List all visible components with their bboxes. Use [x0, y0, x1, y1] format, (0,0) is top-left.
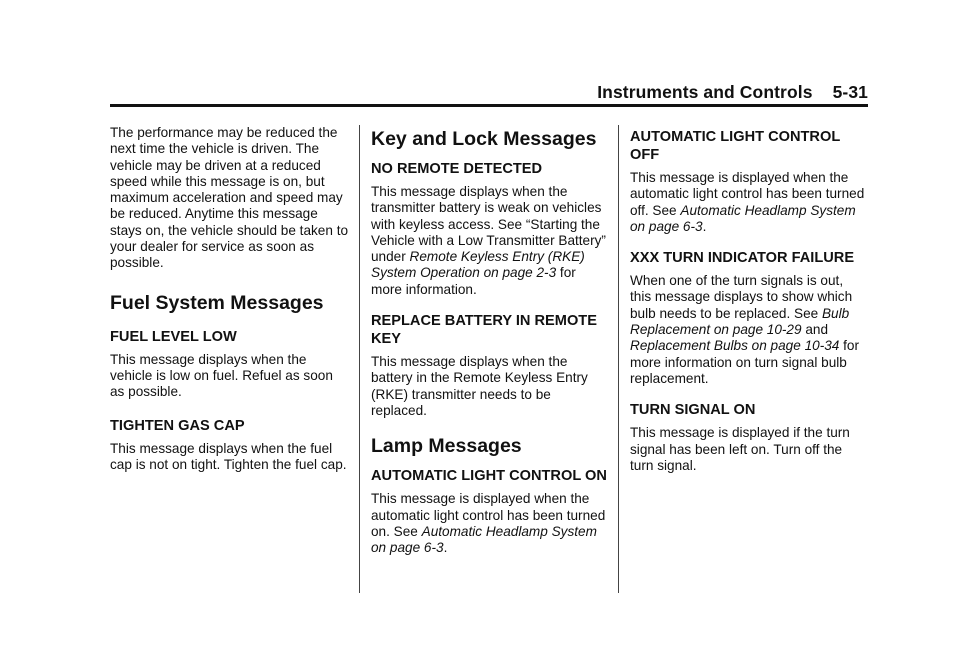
cross-reference-link: Bulb Replacement on page 10-29 — [630, 305, 850, 338]
section-title-fuel: Fuel System Messages — [110, 291, 324, 314]
paragraph-auto-light-off: This message is displayed when the automatic light control has been turned off. See Automatic Headlamp System on page 6-3. — [630, 170, 865, 234]
column-1 — [110, 125, 350, 473]
header-rule — [110, 104, 868, 107]
heading-turn-indicator-failure: XXX TURN INDICATOR FAILURE — [630, 250, 855, 267]
column-divider-1 — [359, 125, 360, 593]
column-3 — [630, 125, 868, 474]
heading-tighten-gas-cap: TIGHTEN GAS CAP — [110, 417, 245, 434]
paragraph-turn-indicator-failure: When one of the turn signals is out, this message displays to show which bulb needs to be replaced. See Bulb Replacement on page 10-29 and Replacement Bulbs on page 10-34 for more information on turn signal bulb replacement. — [630, 273, 859, 386]
page-header — [110, 82, 868, 103]
paragraph-no-remote: This message displays when the transmitter battery is weak on vehicles with keyless access. See “Starting the Vehicle with a Low Transmitter Battery” under Remote Keyless Entry (RKE) System Operation on page 2-3 for more information. — [371, 184, 606, 297]
section-title-key-lock: Key and Lock Messages — [371, 128, 597, 150]
column-divider-2 — [618, 125, 619, 593]
heading-no-remote: NO REMOTE DETECTED — [371, 161, 543, 177]
heading-auto-light-on: AUTOMATIC LIGHT CONTROL ON — [371, 468, 607, 485]
cross-reference-link: Remote Keyless Entry (RKE) System Operation on page 2-3 — [371, 249, 585, 281]
intro-paragraph: The performance may be reduced the next time the vehicle is driven. The vehicle may be driven at a reduced speed while this message is on, but maximum acceleration and speed may be reduced. Anytime this message stays on, the vehicle should be taken to your dealer for service as soon as possible. — [110, 125, 349, 271]
chapter-title: Instruments and Controls — [597, 82, 813, 102]
cross-reference-link: Automatic Headlamp System on page 6-3 — [630, 202, 856, 234]
section-title-lamp: Lamp Messages — [371, 435, 522, 458]
paragraph-tighten-gas-cap: This message displays when the fuel cap is not on tight. Tighten the fuel cap. — [110, 440, 347, 472]
column-2 — [371, 125, 607, 556]
heading-auto-light-off: AUTOMATIC LIGHT CONTROL OFF — [630, 129, 840, 163]
heading-replace-battery: REPLACE BATTERY IN REMOTE KEY — [371, 313, 597, 348]
cross-reference-link: Automatic Headlamp System on page 6-3 — [371, 523, 597, 556]
paragraph-fuel-level-low: This message displays when the vehicle is low on fuel. Refuel as soon as possible. — [110, 351, 333, 400]
heading-fuel-level-low: FUEL LEVEL LOW — [110, 328, 237, 345]
paragraph-replace-battery: This message displays when the battery in the Remote Keyless Entry (RKE) transmitter needs to be replaced. — [371, 354, 588, 418]
heading-turn-signal-on: TURN SIGNAL ON — [630, 402, 756, 419]
paragraph-auto-light-on: This message is displayed when the automatic light control has been turned on. See Automatic Headlamp System on page 6-3. — [371, 491, 606, 556]
page-number: 5-31 — [832, 82, 868, 102]
paragraph-turn-signal-on: This message is displayed if the turn signal has been left on. Turn off the turn signal. — [630, 425, 850, 473]
cross-reference-link: Replacement Bulbs on page 10-34 — [630, 338, 840, 354]
